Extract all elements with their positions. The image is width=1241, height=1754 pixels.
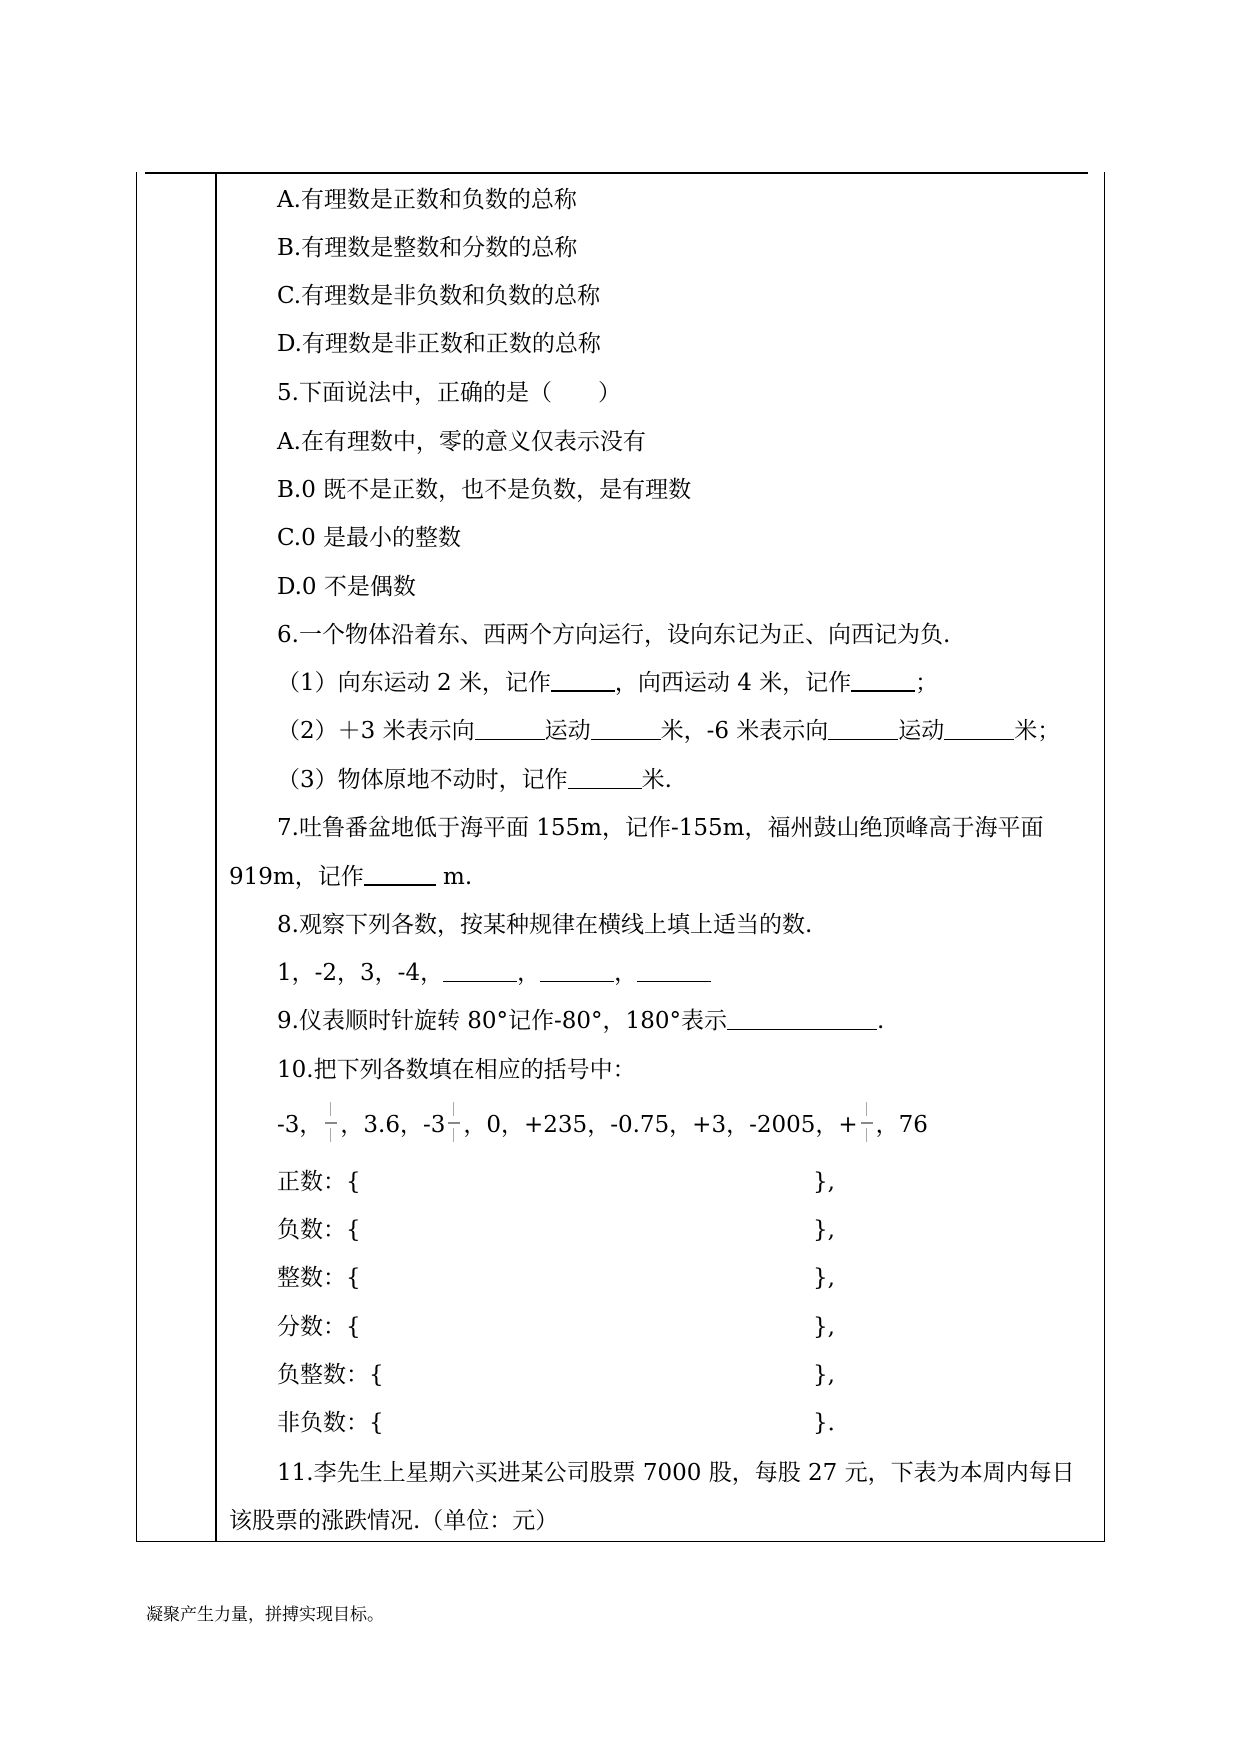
answer-blank[interactable] xyxy=(540,959,614,982)
q6-part2-text-a: （2）＋3 米表示向 xyxy=(277,718,475,744)
q5-option-d: D.0 不是偶数 xyxy=(277,574,416,600)
answer-blank[interactable] xyxy=(551,668,615,692)
column-divider xyxy=(215,172,217,1542)
q11-line1: 11.李先生上星期六买进某公司股票 7000 股，每股 27 元，下表为本周内每日 xyxy=(277,1460,1075,1486)
page-footer-motto: 凝聚产生力量，拼搏实现目标。 xyxy=(146,1605,384,1625)
category-close: }, xyxy=(813,1217,835,1243)
q6-part3 xyxy=(277,765,672,795)
q6-part2-text-b: 运动 xyxy=(544,718,591,744)
q6-part1-text-b: ，向西运动 4 米，记作 xyxy=(614,670,852,696)
q11-line2: 该股票的涨跌情况.（单位：元） xyxy=(229,1508,559,1534)
category-label: 负数：{ xyxy=(277,1217,361,1243)
category-close: }． xyxy=(813,1410,851,1436)
answer-blank[interactable] xyxy=(944,717,1014,740)
answer-blank[interactable] xyxy=(727,1007,877,1030)
answer-blank[interactable] xyxy=(591,717,661,740)
q8-stem: 8.观察下列各数，按某种规律在横线上填上适当的数. xyxy=(277,912,813,938)
q4-option-d: D.有理数是非正数和正数的总称 xyxy=(277,331,601,357)
q9-text: 9.仪表顺时针旋转 80°记作-80°，180°表示 xyxy=(277,1008,727,1034)
answer-blank[interactable] xyxy=(443,959,517,982)
category-close: }, xyxy=(813,1265,835,1291)
q9 xyxy=(277,1006,884,1036)
q10-stem: 10.把下列各数填在相应的括号中： xyxy=(277,1057,636,1083)
fraction-image xyxy=(322,1108,340,1138)
answer-blank[interactable] xyxy=(637,959,711,982)
q5-option-a: A.在有理数中，零的意义仅表示没有 xyxy=(277,429,646,455)
category-label: 非负数：{ xyxy=(277,1410,384,1436)
fraction-image xyxy=(858,1108,876,1138)
answer-blank[interactable] xyxy=(568,766,642,789)
category-close: }, xyxy=(813,1362,835,1388)
q7-line2-text-b: m. xyxy=(435,864,473,890)
category-label: 整数：{ xyxy=(277,1265,361,1291)
category-label: 分数：{ xyxy=(277,1314,361,1340)
q10-num-c: ，0，+235，-0.75，+3，-2005，+ xyxy=(463,1112,858,1138)
q10-num-b: ，3.6，-3 xyxy=(340,1112,446,1138)
answer-blank[interactable] xyxy=(364,862,436,886)
q4-option-b: B.有理数是整数和分数的总称 xyxy=(277,235,578,261)
category-label: 负整数：{ xyxy=(277,1362,384,1388)
q10-numbers xyxy=(277,1108,928,1140)
q7-line2 xyxy=(229,862,472,892)
q9-end: . xyxy=(876,1008,885,1034)
q8-sep: ， xyxy=(517,960,541,986)
category-label: 正数：{ xyxy=(277,1169,361,1195)
q8-sequence xyxy=(277,958,711,988)
q5-stem: 5.下面说法中，正确的是（ ） xyxy=(277,380,621,406)
q6-part2 xyxy=(277,716,1060,746)
q6-part3-text-a: （3）物体原地不动时，记作 xyxy=(277,767,568,793)
fraction-image xyxy=(445,1108,463,1138)
q4-option-a: A.有理数是正数和负数的总称 xyxy=(277,187,577,213)
answer-blank[interactable] xyxy=(475,717,545,740)
q7-line2-text-a: 919m，记作 xyxy=(229,864,364,890)
q6-part3-text-b: 米. xyxy=(641,767,672,793)
q7-line1: 7.吐鲁番盆地低于海平面 155m，记作-155m，福州鼓山绝顶峰高于海平面 xyxy=(277,815,1044,841)
q4-option-c: C.有理数是非负数和负数的总称 xyxy=(277,283,601,309)
q6-part1-text-c: ； xyxy=(915,670,939,696)
answer-blank[interactable] xyxy=(828,717,898,740)
q10-num-d: ，76 xyxy=(875,1112,928,1138)
q6-part1-text-a: （1）向东运动 2 米，记作 xyxy=(277,670,551,696)
q10-num-a: -3， xyxy=(277,1112,323,1138)
category-close: }, xyxy=(813,1314,835,1340)
q5-option-b: B.0 既不是正数，也不是负数，是有理数 xyxy=(277,477,692,503)
q8-seq-text: 1，-2，3，-4， xyxy=(277,960,444,986)
q5-option-c: C.0 是最小的整数 xyxy=(277,525,462,551)
q6-stem: 6.一个物体沿着东、西两个方向运行，设向东记为正、向西记为负. xyxy=(277,622,951,648)
answer-blank[interactable] xyxy=(851,668,915,692)
category-close: }, xyxy=(813,1169,835,1195)
q6-part2-text-e: 米； xyxy=(1014,718,1061,744)
q6-part1 xyxy=(277,668,938,698)
q6-part2-text-d: 运动 xyxy=(898,718,945,744)
q8-sep: ， xyxy=(614,960,638,986)
q6-part2-text-c: 米，-6 米表示向 xyxy=(660,718,829,744)
